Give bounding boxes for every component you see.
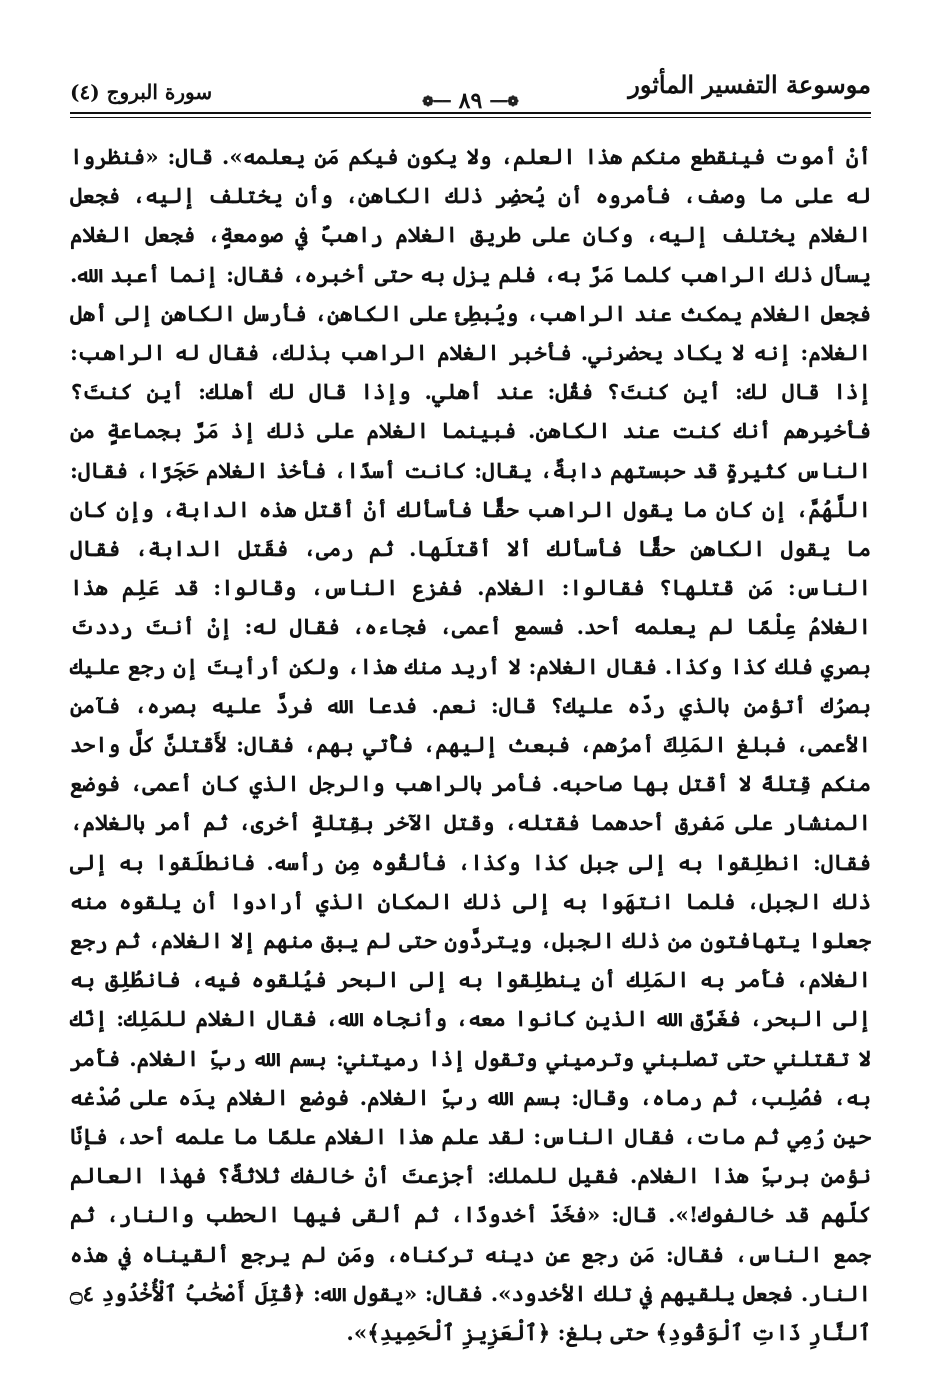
header-rule-thin	[70, 117, 871, 118]
paragraph: أنْ أموت فينقطع منكم هذا العلم، ولا يكون فيكم مَن يعلمه». قال: «فنظروا له على ما وصف، فأمروه أن يُحضِر ذلك الكاهن، وأن يختلف إليه، فجعل الغلام يختلف إليه، وكان على طريق الغلام راهبٌ في صومعةٍ، فجعل الغلام يسأل ذلك الراهب كلما مَرَّ به، فلم يزل به حتى أخبره، فقال: إنما أعبد الله. فجعل الغلام يمكث عند الراهب، ويُبطِئ على الكاهن، فأرسل الكاهن إلى أهل الغلام: إنه لا يكاد يحضرني. فأخبر الغلام الراهب بذلك، فقال له الراهب: إذا قال لك: أين كنتَ؟ فقُل: عند أهلي. وإذا قال لك أهلك: أين كنتَ؟ فأخبِرهم أنك كنت عند الكاهن. فبينما الغلام على ذلك إذ مَرَّ بجماعةٍ من الناس كثيرةٍ قد حبستهم دابةٌ، يقال: كانت أسدًا، فأخذ الغلام حَجَرًا، فقال: اللَّهُمَّ، إن كان ما يقول الراهب حقًّا فأسألك أنْ أقتل هذه الدابة، وإن كان ما يقول الكاهن حقًّا فأسألك ألا أقتلَها. ثم رمى، فقَتل الدابة، فقال الناس: مَن قتلها؟ فقالوا: الغلام. ففزع الناس، وقالوا: قد عَلِم هذا الغلامُ عِلْمًا لم يعلمه أحد. فسمع أعمى، فجاءه، فقال له: إنْ أنتَ رددتَ بصري فلك كذا وكذا. فقال الغلام: لا أريد منك هذا، ولكن أرأيتَ إن رجع عليك بصرُك أتؤمن بالذي ردّه عليك؟ قال: نعم. فدعا الله فردَّ عليه بصره، فآمن الأعمى، فبلغ المَلِكَ أمرُهم، فبعث إليهم، فأُتي بهم، فقال: لأَقتلنَّ كلَّ واحد منكم قِتلةً لا أقتل بها صاحبه. فأمر بالراهب والرجل الذي كان أعمى، فوضع المنشار على مَفرق أحدهما فقتله، وقتل الآخر بقِتلةٍ أخرى، ثم أمر بالغلام، فقال: انطلِقوا به إلى جبل كذا وكذا، فألقُوه مِن رأسه. فانطلَقوا به إلى ذلك الجبل، فلما انتهَوا به إلى ذلك المكان الذي أرادوا أن يلقوه منه جعلوا يتهافتون من ذلك الجبل، ويتردَّون حتى لم يبق منهم إلا الغلام، ثم رجع الغلام، فأَمر به المَلِك أن ينطلِقوا به إلى البحر فيُلقوه فيه، فانطُلِق به إلى البحر، فغَرَّق الله الذين كانوا معه، وأنجاه الله، فقال الغلام للمَلِك: إنّك لا تقتلني حتى تصلبني وترميني وتقول إذا رميتني: بسم الله ربِّ الغلام. فأَمر به، فصُلِب، ثم رماه، وقال: بسم الله ربِّ الغلام. فوضع الغلام يدَه على صُدْغه حين رُمِي ثم مات، فقال الناس: لقد علم هذا الغلام علمًا ما علمه أحد، فإنّا نؤمن بربِّ هذا الغلام. فقيل للملك: أجزعتَ أنْ خالفك ثلاثةٌ؟ فهذا العالم كلّهم قد خالفوك!». قال: «فخَدّ أخدودًا، ثم ألقى فيها الحطب والنار، ثم جمع الناس، فقال: مَن رجع عن دينه تركناه، ومَن لم يرجع ألقيناه في هذه النار. فجعل يلقيهم في تلك الأخدود». فقال: «يقول الله: ﴿قُتِلَ أَصْحَٰبُ ٱلْأُخْدُودِ ۝٤ ٱلنَّارِ ذَاتِ ٱلْوَقُودِ﴾ حتى بلغ: ﴿ٱلْعَزِيزِ ٱلْحَمِيدِ﴾».	[70, 145, 872, 1347]
surah-name: سورة البروج (٤)	[70, 80, 213, 104]
header-rule	[70, 112, 871, 114]
page-number: ٨٩	[458, 88, 483, 114]
ornament-icon: ❁━━	[422, 94, 451, 110]
ornament-icon: ━━❁	[490, 94, 519, 110]
book-title: موسوعة التفسير المأثور	[628, 70, 871, 99]
body-text	[70, 138, 871, 1353]
page-header	[70, 62, 871, 122]
